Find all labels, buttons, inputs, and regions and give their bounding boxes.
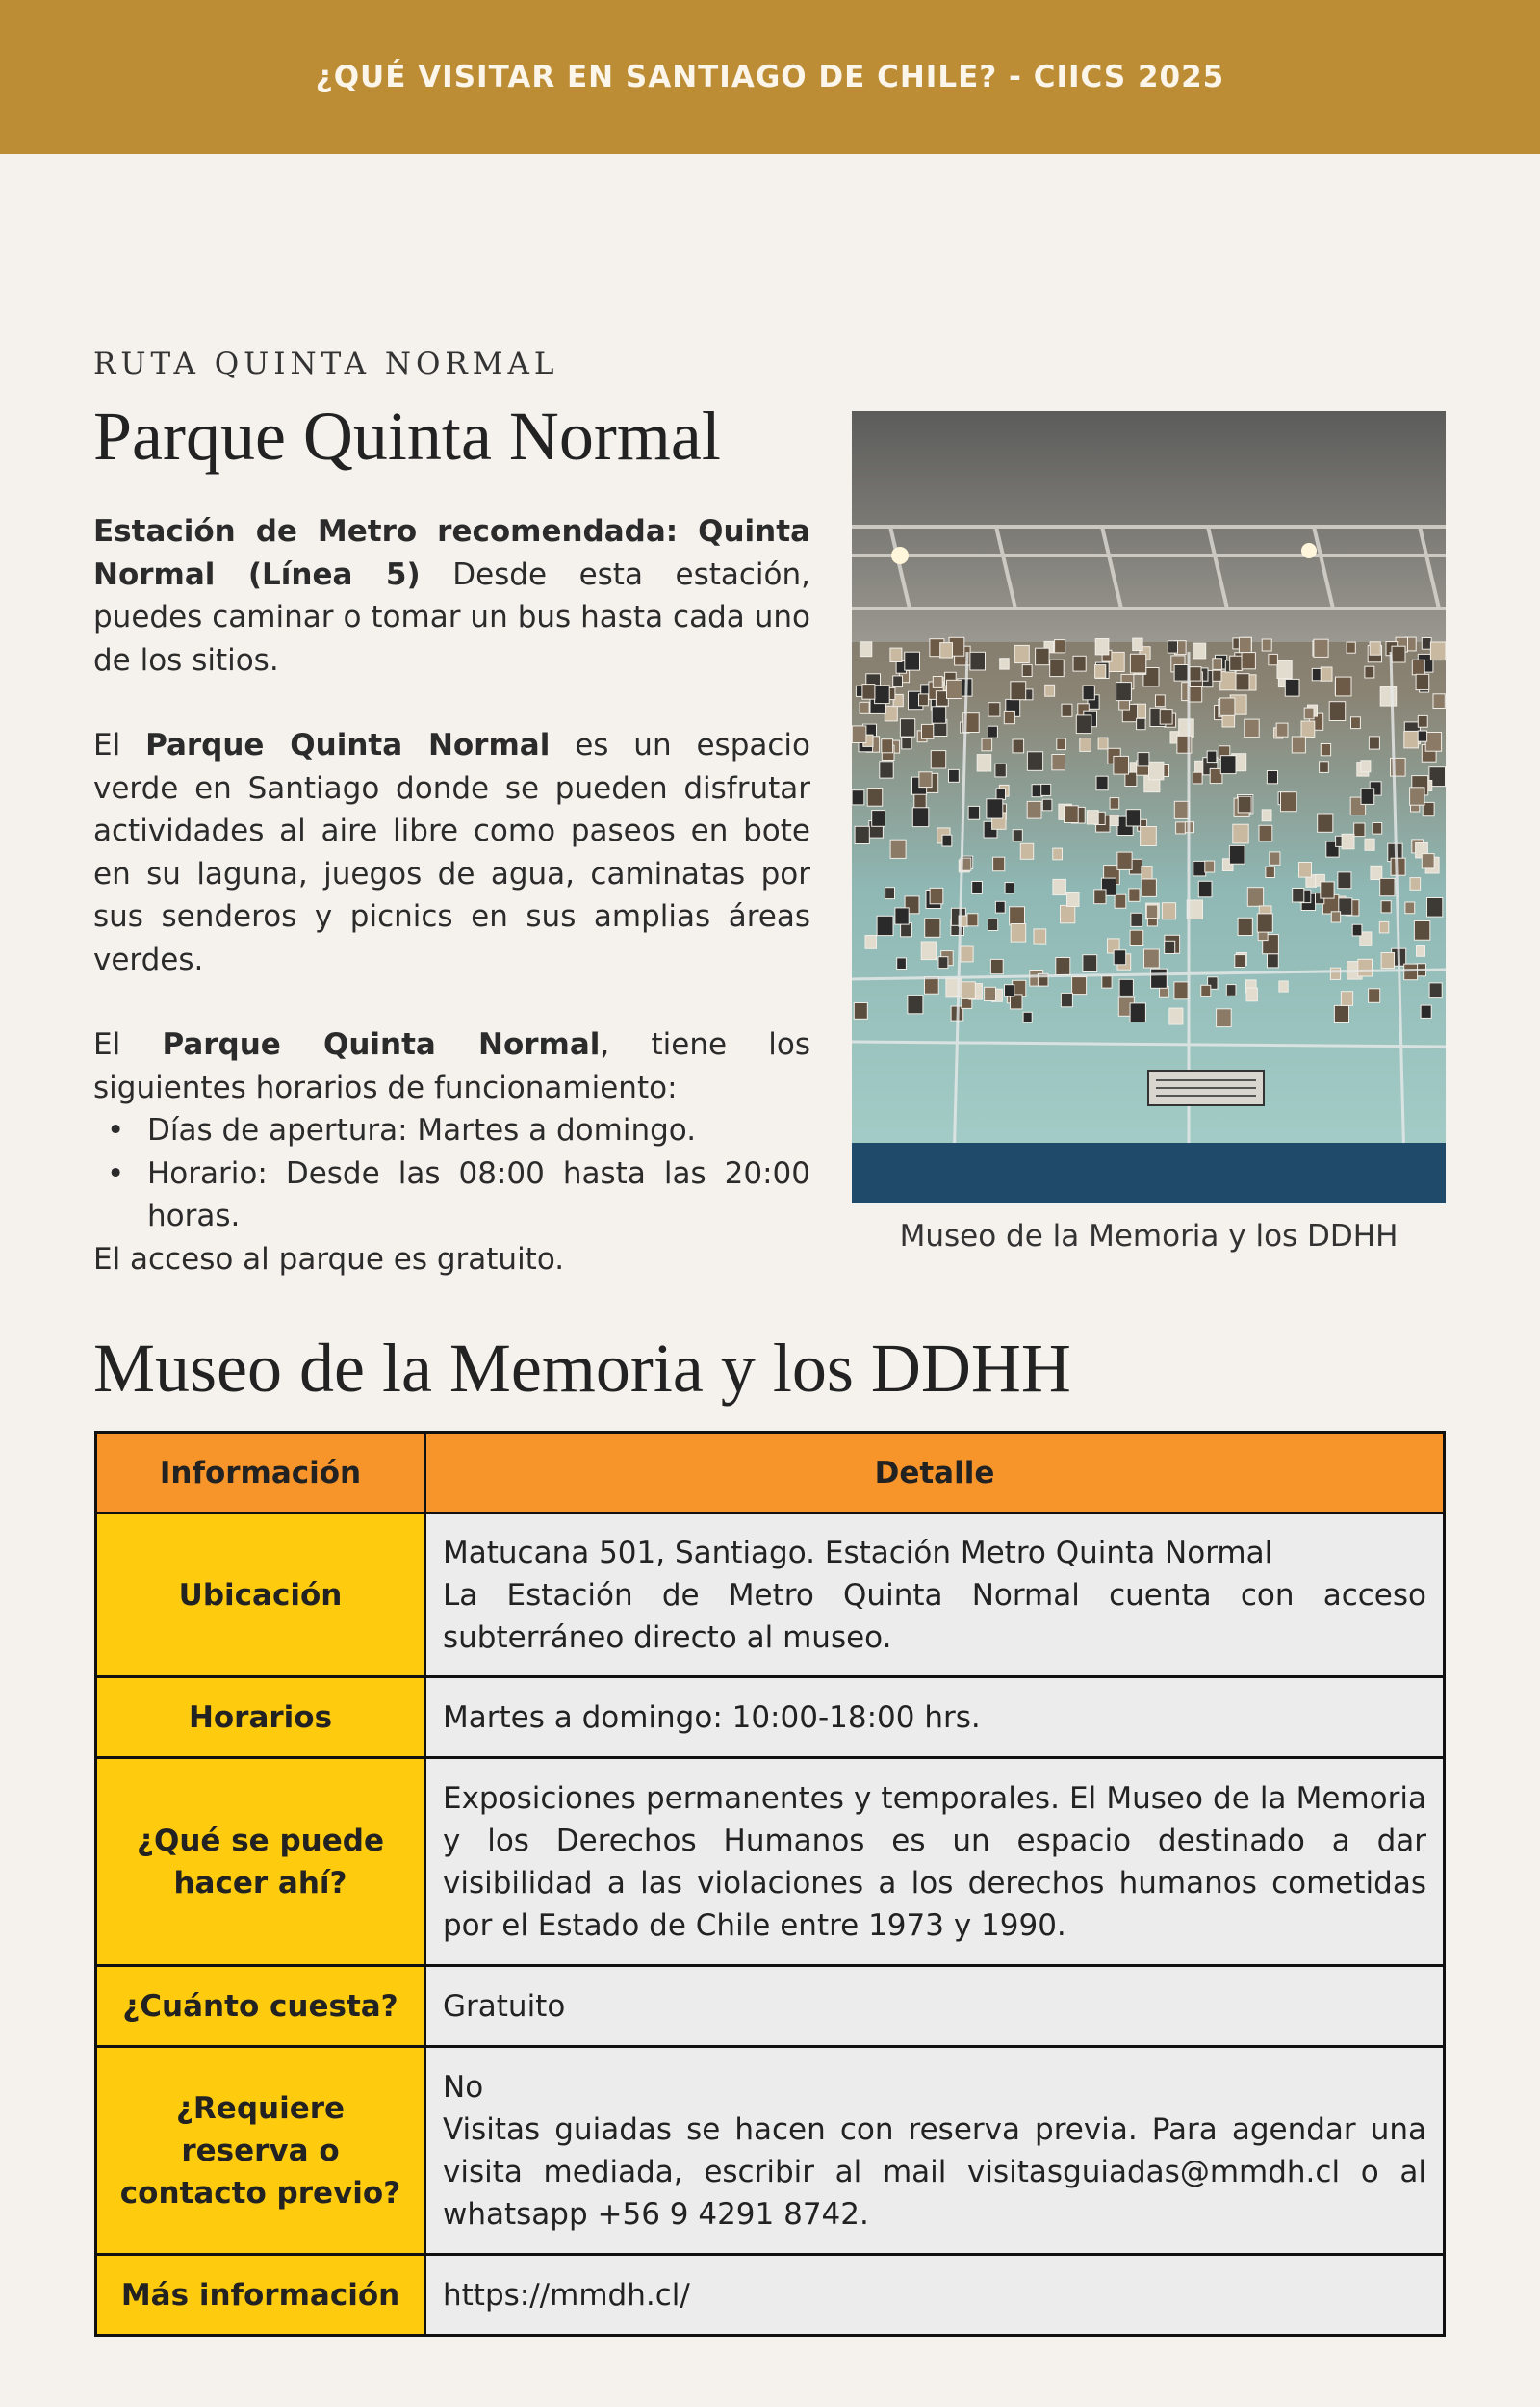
museum-info-table (94, 1431, 1446, 2337)
route-kicker: RUTA QUINTA NORMAL (93, 347, 559, 381)
page-header (0, 0, 1540, 154)
row-value (425, 1966, 1445, 2047)
page-title: Parque Quinta Normal (93, 398, 721, 475)
row-key: ¿Qué se puede hacer ahí? (96, 1758, 425, 1966)
table-row (96, 1514, 1445, 1677)
value-line: No (443, 2069, 484, 2105)
p2-bold: Parque Quinta Normal (145, 728, 551, 763)
row-value (425, 1677, 1445, 1758)
row-value (425, 2255, 1445, 2336)
p3-pre: El (93, 1027, 163, 1062)
p2-pre: El (93, 728, 146, 763)
value-line: Martes a domingo: 10:00-18:00 hrs. (443, 1699, 981, 1735)
museum-photo-wall (852, 411, 1446, 1203)
table-row (96, 2255, 1445, 2336)
value-line: La Estación de Metro Quinta Normal cuenta con acceso subterráneo directo al museo. (443, 1577, 1426, 1655)
row-key: Horarios (96, 1677, 425, 1758)
value-line: Gratuito (443, 1988, 566, 2024)
hours-list (93, 1109, 810, 1238)
list-item: • Horario: Desde las 08:00 hasta las 20:00 horas. (93, 1152, 810, 1238)
row-value (425, 1758, 1445, 1966)
table-row (96, 1758, 1445, 1966)
metro-paragraph (93, 510, 810, 682)
header-info: Información (96, 1433, 425, 1514)
row-key: ¿Requiere reserva o contacto previo? (96, 2047, 425, 2255)
row-key: ¿Cuánto cuesta? (96, 1966, 425, 2047)
p2-text: es un espacio verde en Santiago donde se pueden disfrutar actividades al aire libre como paseos en bote en su laguna, juegos de agua, caminatas por sus senderos y picnics en sus amplias áreas verdes. (93, 728, 810, 977)
metro-bold: Estación de Metro recomendada: Quinta Normal (Línea 5) (93, 514, 810, 592)
table-header-row (96, 1433, 1445, 1514)
value-line: Exposiciones permanentes y temporales. El Museo de la Memoria y los Derechos Humanos es un espacio destinado a dar visibilidad a las violaciones a los derechos humanos cometidas por el Estado de Chile entre 1973 y 1990. (443, 1780, 1426, 1943)
p3-bold: Parque Quinta Normal (162, 1027, 601, 1062)
row-value (425, 2047, 1445, 2255)
table-row (96, 1966, 1445, 2047)
row-value (425, 1514, 1445, 1677)
header-title: ¿QUÉ VISITAR EN SANTIAGO DE CHILE? - CIICS 2025 (315, 60, 1225, 94)
p3-text: , tiene los siguientes horarios de funcionamiento: (93, 1027, 810, 1105)
row-key: Ubicación (96, 1514, 425, 1677)
museum-photo (852, 411, 1446, 1203)
metro-text: Desde esta estación, puedes caminar o tomar un bus hasta cada uno de los sitios. (93, 556, 811, 678)
hours-intro (93, 1023, 810, 1109)
table-row (96, 1677, 1445, 1758)
more-info-link[interactable]: https://mmdh.cl/ (443, 2277, 690, 2313)
access-note: El acceso al parque es gratuito. (93, 1241, 565, 1277)
museum-title: Museo de la Memoria y los DDHH (93, 1330, 1071, 1407)
value-line: Matucana 501, Santiago. Estación Metro Quinta Normal (443, 1535, 1273, 1570)
table-row (96, 2047, 1445, 2255)
value-line: Visitas guiadas se hacen con reserva previa. Para agendar una visita mediada, escribir al mail visitasguiadas@mmdh.cl o al whatsapp +56 9 4291 8742. (443, 2111, 1426, 2232)
list-item: • Días de apertura: Martes a domingo. (93, 1109, 810, 1152)
park-description (93, 724, 810, 981)
photo-caption: Museo de la Memoria y los DDHH (899, 1219, 1399, 1254)
intro-text (93, 510, 810, 1281)
row-key: Más información (96, 2255, 425, 2336)
header-detail: Detalle (425, 1433, 1445, 1514)
